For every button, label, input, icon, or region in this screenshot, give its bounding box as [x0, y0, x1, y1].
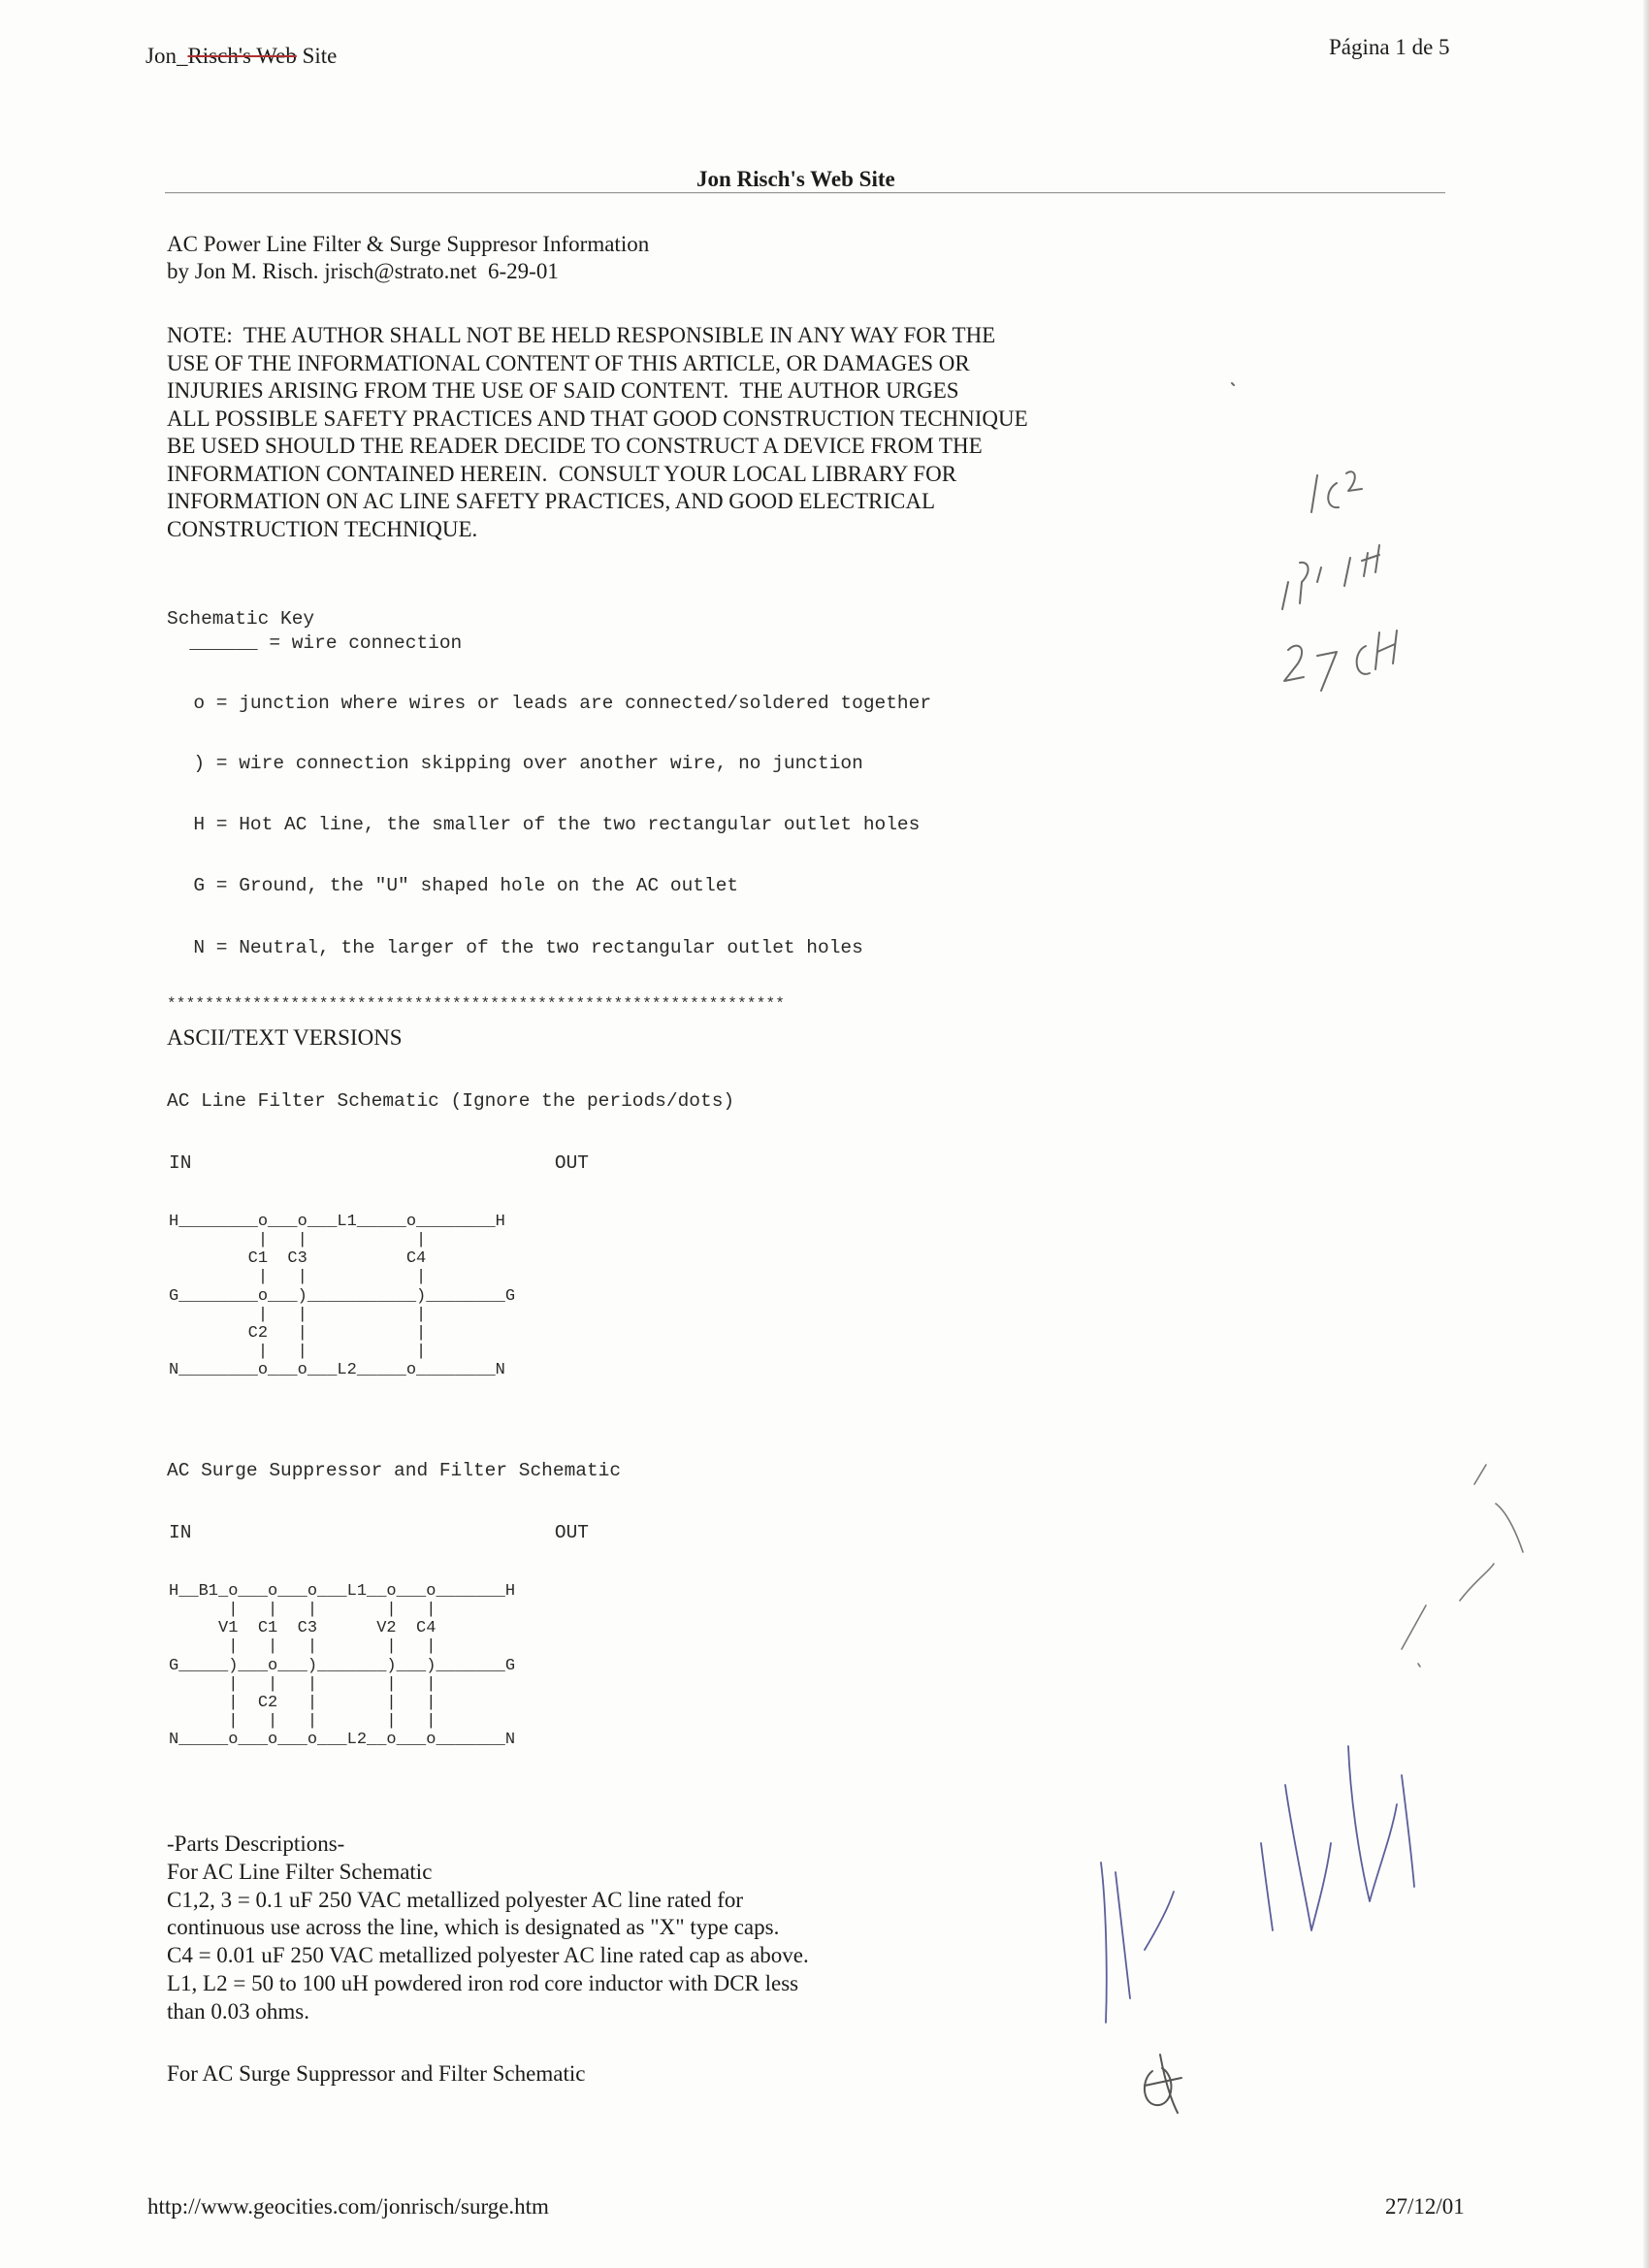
- site-title: Jon Risch's Web Site: [696, 167, 895, 191]
- article-title: AC Power Line Filter & Surge Suppresor Information: [167, 232, 650, 256]
- article-byline: by Jon M. Risch. jrisch@strato.net 6-29-01: [167, 259, 559, 283]
- key-item-skip: ) = wire connection skipping over another wire, no junction: [171, 753, 863, 774]
- parts-line: C4 = 0.01 uF 250 VAC metallized polyester AC line rated cap as above.: [167, 1943, 809, 1968]
- footer-url: http://www.geocities.com/jonrisch/surge.htm: [147, 2194, 549, 2219]
- header-site-suffix: Site: [296, 44, 338, 68]
- signature-mark: [1145, 2055, 1181, 2113]
- parts-line: than 0.03 ohms.: [167, 1998, 309, 2024]
- footer-date: 27/12/01: [1385, 2194, 1465, 2219]
- parts-surge-heading: For AC Surge Suppressor and Filter Schematic: [167, 2061, 586, 2086]
- page-indicator: Página 1 de 5: [1329, 35, 1450, 59]
- key-item-wire: ______ = wire connection: [167, 632, 463, 654]
- filter-schematic-title: AC Line Filter Schematic (Ignore the periods/dots): [167, 1090, 735, 1112]
- filter-in-out-labels: IN OUT: [169, 1152, 589, 1174]
- parts-line: C1,2, 3 = 0.1 uF 250 VAC metallized polyester AC line rated for: [167, 1887, 744, 1912]
- key-item-neutral: N = Neutral, the larger of the two rectangular outlet holes: [171, 937, 863, 958]
- header-site-struck: Risch's Web: [187, 44, 297, 68]
- separator-stars: *****************************************************************: [167, 995, 786, 1013]
- filter-schematic-diagram: H________o___o___L1_____o________H | | | C1 C3 C4 | | | G________o___)___________)________G | | | C2 | | | | | N________o___o___L2_____o________N: [169, 1213, 516, 1380]
- parts-filter-heading: For AC Line Filter Schematic: [167, 1859, 433, 1884]
- ascii-versions-heading: ASCII/TEXT VERSIONS: [167, 1025, 403, 1050]
- pencil-right-margin-strokes: [1402, 1465, 1523, 1667]
- header-site-prefix: Jon_: [146, 44, 188, 68]
- blue-pen-scribbles: [1101, 1746, 1414, 2023]
- page-right-edge: [1643, 0, 1649, 2268]
- parts-line: continuous use across the line, which is designated as "X" type caps.: [167, 1915, 780, 1940]
- pencil-marginal-notes: [1232, 383, 1397, 691]
- surge-schematic-title: AC Surge Suppressor and Filter Schematic: [167, 1460, 622, 1481]
- key-item-junction: o = junction where wires or leads are connected/soldered together: [171, 693, 932, 714]
- schematic-key-heading: Schematic Key: [167, 608, 315, 630]
- key-item-hot: H = Hot AC line, the smaller of the two rectangular outlet holes: [171, 814, 921, 835]
- surge-schematic-diagram: H__B1_o___o___o___L1__o___o_______H | | | | | V1 C1 C3 V2 C4 | | | | | G_____)___o___)_______)___)_______G | | | | | | C2 | | | | | | | | N_____o___o___o___L2__o___o_______N: [169, 1582, 516, 1750]
- parts-heading: -Parts Descriptions-: [167, 1831, 345, 1856]
- surge-in-out-labels: IN OUT: [169, 1522, 589, 1543]
- parts-line: L1, L2 = 50 to 100 uH powdered iron rod core inductor with DCR less: [167, 1970, 799, 1995]
- key-item-ground: G = Ground, the "U" shaped hole on the AC outlet: [171, 875, 739, 896]
- disclaimer-note: NOTE: THE AUTHOR SHALL NOT BE HELD RESPONSIBLE IN ANY WAY FOR THE USE OF THE INFORMATIONAL CONTENT OF THIS ARTICLE, OR DAMAGES OR INJURIES ARISING FROM THE USE OF SAID CONTENT. THE AUTHOR URGES ALL POSSIBLE SAFETY PRACTICES AND THAT GOOD CONSTRUCTION TECHNIQUE BE USED SHOULD THE READER DECIDE TO CONSTRUCT A DEVICE FROM THE INFORMATION CONTAINED HEREIN. CONSULT YOUR LOCAL LIBRARY FOR INFORMATION ON AC LINE SAFETY PRACTICES, AND GOOD ELECTRICAL CONSTRUCTION TECHNIQUE.: [167, 323, 1028, 541]
